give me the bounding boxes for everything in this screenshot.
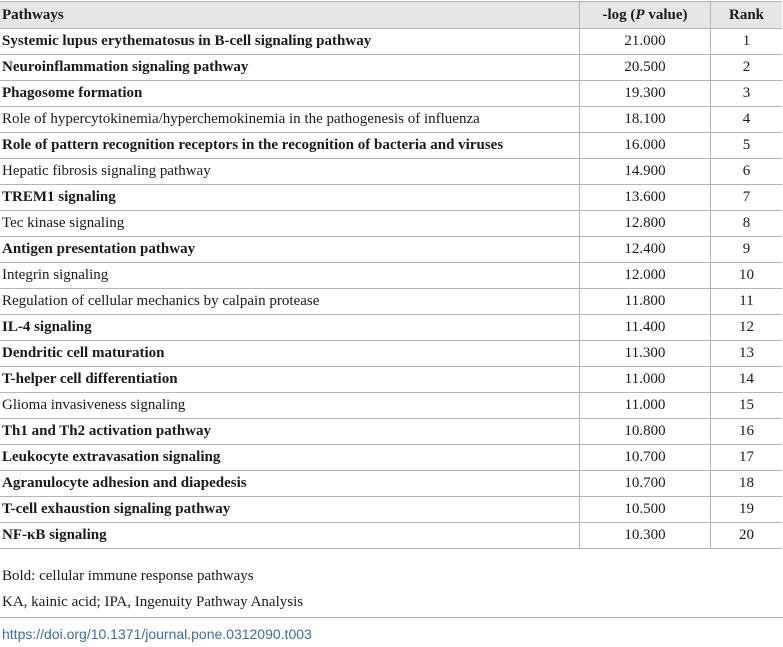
pathway-cell: Role of pattern recognition receptors in the recognition of bacteria and viruses bbox=[0, 133, 580, 159]
log-p-value-cell: 19.300 bbox=[580, 81, 711, 107]
rank-cell: 7 bbox=[711, 185, 783, 211]
table-row bbox=[0, 497, 782, 523]
table-row bbox=[0, 55, 782, 81]
rank-cell: 4 bbox=[711, 107, 783, 133]
pathway-cell: Agranulocyte adhesion and diapedesis bbox=[0, 471, 580, 497]
pathway-cell: Th1 and Th2 activation pathway bbox=[0, 419, 580, 445]
rank-cell: 9 bbox=[711, 237, 783, 263]
header-logp-prefix: -log ( bbox=[602, 6, 636, 23]
rank-cell: 15 bbox=[711, 393, 783, 419]
table-row bbox=[0, 29, 782, 55]
log-p-value-cell: 11.300 bbox=[580, 341, 711, 367]
table-row bbox=[0, 471, 782, 497]
log-p-value-cell: 10.800 bbox=[580, 419, 711, 445]
log-p-value-cell: 21.000 bbox=[580, 29, 711, 55]
rank-cell: 3 bbox=[711, 81, 783, 107]
log-p-value-cell: 12.000 bbox=[580, 263, 711, 289]
table-row bbox=[0, 159, 782, 185]
pathway-cell: NF-κB signaling bbox=[0, 523, 580, 549]
rank-cell: 16 bbox=[711, 419, 783, 445]
log-p-value-cell: 10.700 bbox=[580, 471, 711, 497]
log-p-value-cell: 10.300 bbox=[580, 523, 711, 549]
pathway-cell: Leukocyte extravasation signaling bbox=[0, 445, 580, 471]
pathway-cell: Tec kinase signaling bbox=[0, 211, 580, 237]
log-p-value-cell: 10.500 bbox=[580, 497, 711, 523]
table-row bbox=[0, 445, 782, 471]
table-row bbox=[0, 107, 782, 133]
pathway-cell: T-cell exhaustion signaling pathway bbox=[0, 497, 580, 523]
pathway-cell: Integrin signaling bbox=[0, 263, 580, 289]
pathway-cell: T-helper cell differentiation bbox=[0, 367, 580, 393]
log-p-value-cell: 11.000 bbox=[580, 393, 711, 419]
pathway-cell: Phagosome formation bbox=[0, 81, 580, 107]
log-p-value-cell: 10.700 bbox=[580, 445, 711, 471]
log-p-value-cell: 18.100 bbox=[580, 107, 711, 133]
pathway-cell: Hepatic fibrosis signaling pathway bbox=[0, 159, 580, 185]
pathway-cell: Systemic lupus erythematosus in B-cell signaling pathway bbox=[0, 29, 580, 55]
table-row bbox=[0, 237, 782, 263]
log-p-value-cell: 20.500 bbox=[580, 55, 711, 81]
table-row bbox=[0, 133, 782, 159]
table-row bbox=[0, 367, 782, 393]
header-logp bbox=[580, 2, 711, 29]
doi-link[interactable]: https://doi.org/10.1371/journal.pone.0312090.t003 bbox=[2, 626, 312, 642]
pathways-table bbox=[0, 1, 782, 549]
rank-cell: 6 bbox=[711, 159, 783, 185]
pathway-cell: Glioma invasiveness signaling bbox=[0, 393, 580, 419]
table-row bbox=[0, 315, 782, 341]
pathway-cell: Antigen presentation pathway bbox=[0, 237, 580, 263]
rank-cell: 19 bbox=[711, 497, 783, 523]
log-p-value-cell: 12.800 bbox=[580, 211, 711, 237]
rank-cell: 18 bbox=[711, 471, 783, 497]
pathway-cell: Role of hypercytokinemia/hyperchemokinemia in the pathogenesis of influenza bbox=[0, 107, 580, 133]
table-row bbox=[0, 289, 782, 315]
rank-cell: 13 bbox=[711, 341, 783, 367]
footer-divider bbox=[0, 617, 783, 618]
bold-note: Bold: cellular immune response pathways bbox=[2, 568, 254, 584]
table-row bbox=[0, 185, 782, 211]
header-pathways: Pathways bbox=[0, 2, 580, 29]
log-p-value-cell: 14.900 bbox=[580, 159, 711, 185]
pathway-cell: Dendritic cell maturation bbox=[0, 341, 580, 367]
log-p-value-cell: 11.800 bbox=[580, 289, 711, 315]
pathway-cell: Regulation of cellular mechanics by calpain protease bbox=[0, 289, 580, 315]
header-logp-italic: P bbox=[635, 6, 645, 23]
table-row bbox=[0, 393, 782, 419]
rank-cell: 17 bbox=[711, 445, 783, 471]
rank-cell: 11 bbox=[711, 289, 783, 315]
pathway-cell: TREM1 signaling bbox=[0, 185, 580, 211]
rank-cell: 8 bbox=[711, 211, 783, 237]
abbreviation-note: KA, kainic acid; IPA, Ingenuity Pathway Analysis bbox=[2, 594, 304, 610]
rank-cell: 5 bbox=[711, 133, 783, 159]
table-row bbox=[0, 263, 782, 289]
header-rank: Rank bbox=[711, 2, 783, 29]
table-row bbox=[0, 81, 782, 107]
table-header-row bbox=[0, 2, 782, 29]
log-p-value-cell: 12.400 bbox=[580, 237, 711, 263]
rank-cell: 2 bbox=[711, 55, 783, 81]
rank-cell: 20 bbox=[711, 523, 783, 549]
log-p-value-cell: 11.000 bbox=[580, 367, 711, 393]
rank-cell: 1 bbox=[711, 29, 783, 55]
rank-cell: 10 bbox=[711, 263, 783, 289]
header-logp-suffix: value) bbox=[644, 6, 688, 23]
table-row bbox=[0, 211, 782, 237]
rank-cell: 12 bbox=[711, 315, 783, 341]
table-body bbox=[0, 29, 782, 549]
table-notes bbox=[2, 563, 303, 615]
log-p-value-cell: 16.000 bbox=[580, 133, 711, 159]
table-row bbox=[0, 341, 782, 367]
log-p-value-cell: 13.600 bbox=[580, 185, 711, 211]
log-p-value-cell: 11.400 bbox=[580, 315, 711, 341]
pathway-cell: IL-4 signaling bbox=[0, 315, 580, 341]
rank-cell: 14 bbox=[711, 367, 783, 393]
table-row bbox=[0, 419, 782, 445]
table-row bbox=[0, 523, 782, 549]
pathway-cell: Neuroinflammation signaling pathway bbox=[0, 55, 580, 81]
